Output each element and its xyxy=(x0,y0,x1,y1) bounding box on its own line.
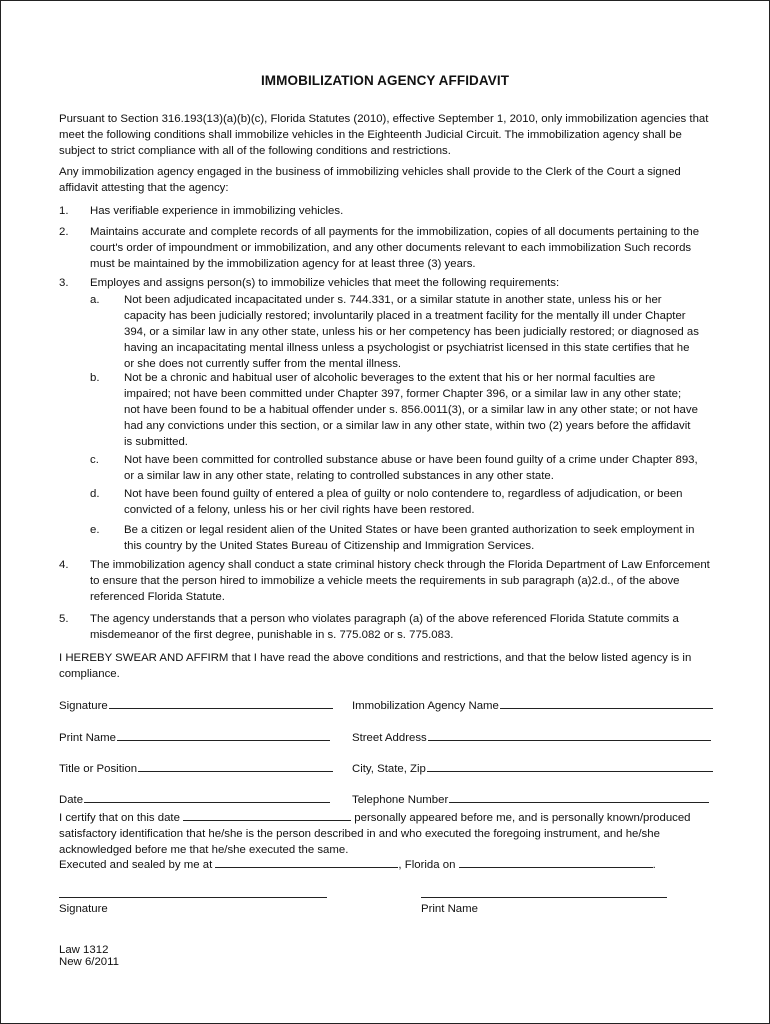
sub-text: Not be a chronic and habitual user of alcoholic beverages to the extent that his or her normal faculties are impaired; not have been committed under Chapter 397, former Chapter 396, or a similar law in any other state; not have been found to be a habitual offender under s. 856.0011(3), or a similar law in any other state; or not have had any convictions under this section, or a similar law in any other state, within two (2) years before the affidavit is submitted. xyxy=(124,372,698,448)
item-text: Has verifiable experience in immobilizing vehicles. xyxy=(90,205,344,217)
florida-on-label: , Florida on xyxy=(398,859,456,871)
title-position-label: Title or Position xyxy=(59,763,138,775)
date-field[interactable] xyxy=(59,788,330,806)
item-text: Maintains accurate and complete records of all payments for the immobilization, copies of all documents pertaining to the court's order of impoundment or immobilization, and any other documents relevant to each immobilization Such records must be maintained by the immobilization agency for at least three (3) years. xyxy=(90,226,700,270)
sub-text: Not have been found guilty of entered a plea of guilty or nolo contendere to, regardless of adjudication, or been convicted of a felony, unless his or her civil rights have been restored. xyxy=(124,488,683,516)
sub-letter: e. xyxy=(90,524,100,536)
agency-name-label: Immobilization Agency Name xyxy=(352,700,499,712)
certify-lead: I certify that on this date xyxy=(59,812,180,824)
sub-text: Be a citizen or legal resident alien of the United States or have been granted authorization to seek employment in this country by the United States Bureau of Citizenship and Immigration Services. xyxy=(124,524,695,552)
form-number: Law 1312 xyxy=(59,944,109,956)
notary-print-name-label: Print Name xyxy=(421,903,478,915)
title-position-field[interactable] xyxy=(59,757,333,775)
executed-label: Executed and sealed by me at xyxy=(59,859,213,871)
agency-name-line[interactable] xyxy=(500,708,713,709)
executed-date-blank[interactable] xyxy=(459,857,653,868)
signature-line[interactable] xyxy=(109,708,333,709)
executed-location-blank[interactable] xyxy=(215,857,398,868)
street-address-field[interactable] xyxy=(352,726,711,744)
item-text: Employes and assigns person(s) to immobilize vehicles that meet the following requirements: xyxy=(90,277,560,289)
street-address-label: Street Address xyxy=(352,732,427,744)
agency-name-field[interactable] xyxy=(352,694,713,712)
street-address-line[interactable] xyxy=(428,740,711,741)
item-number: 1. xyxy=(59,205,69,217)
notary-print-name-line[interactable] xyxy=(421,897,667,898)
print-name-line[interactable] xyxy=(117,740,330,741)
signature-label: Signature xyxy=(59,700,108,712)
executed-line xyxy=(59,857,719,873)
title-position-line[interactable] xyxy=(138,771,333,772)
sub-text: Not have been committed for controlled substance abuse or have been found guilty of a crime under Chapter 893, or a similar law in any other state, relating to controlled substances in any other state. xyxy=(124,454,698,482)
item-text: The agency understands that a person who violates paragraph (a) of the above referenced Florida Statute commits a misdemeanor of the first degree, punishable in s. 775.082 or s. 775.083. xyxy=(90,613,679,641)
sub-text: Not been adjudicated incapacitated under s. 744.331, or a similar statute in another state, unless his or her capacity has been judicially restored; involuntarily placed in a treatment facility for the mentally ill under Chapter 394, or a similar law in any other state, unless his or her competency has been judicially restored; or diagnosed as having an incapacitating mental illness unless a psychologist or psychiatrist licensed in this state certifies that he or she does not currently suffer from the mental illness. xyxy=(124,294,699,370)
print-name-label: Print Name xyxy=(59,732,116,744)
item-number: 4. xyxy=(59,559,69,571)
form-footer xyxy=(59,944,119,968)
sub-letter: b. xyxy=(90,372,100,384)
sub-letter: d. xyxy=(90,488,100,500)
executed-period: . xyxy=(652,859,656,871)
notary-certification xyxy=(59,810,719,858)
item-number: 3. xyxy=(59,277,69,289)
form-revision: New 6/2011 xyxy=(59,956,119,968)
attestation-paragraph: Any immobilization agency engaged in the business of immobilizing vehicles shall provide to the Clerk of the Court a signed affidavit attesting that the agency: xyxy=(59,166,681,194)
certify-date-blank[interactable] xyxy=(183,810,351,821)
print-name-field[interactable] xyxy=(59,726,330,744)
intro-paragraph: Pursuant to Section 316.193(13)(a)(b)(c), Florida Statutes (2010), effective September 1, 2010, only immobilization agencies that meet the following conditions shall immobilize vehicles in the Eighteenth Judicial Circuit. The immobilization agency shall be subject to strict compliance with all of the following conditions and restrictions. xyxy=(59,113,709,157)
city-state-zip-field[interactable] xyxy=(352,757,713,775)
sub-letter: a. xyxy=(90,294,100,306)
item-number: 5. xyxy=(59,613,69,625)
date-label: Date xyxy=(59,794,84,806)
notary-signature-label: Signature xyxy=(59,903,108,915)
telephone-label: Telephone Number xyxy=(352,794,449,806)
sub-letter: c. xyxy=(90,454,99,466)
notary-signature-line[interactable] xyxy=(59,897,327,898)
signature-field[interactable] xyxy=(59,694,333,712)
date-line[interactable] xyxy=(84,802,330,803)
telephone-line[interactable] xyxy=(449,802,709,803)
item-number: 2. xyxy=(59,226,69,238)
item-text: The immobilization agency shall conduct a state criminal history check through the Florida Department of Law Enforcement to ensure that the person hired to immobilize a vehicle meets the requirements in sub paragraph (a)2.d., of the above referenced Florida Statute. xyxy=(90,559,710,603)
city-state-zip-label: City, State, Zip xyxy=(352,763,426,775)
city-state-zip-line[interactable] xyxy=(427,771,713,772)
certify-rest: personally appeared before me, and is personally known/produced satisfactory identification that he/she is the person described in and who executed the foregoing instrument, and he/she acknowledged before me that he/she executed the same. xyxy=(59,812,691,856)
affirmation-paragraph: I HEREBY SWEAR AND AFFIRM that I have read the above conditions and restrictions, and that the below listed agency is in compliance. xyxy=(59,652,692,680)
telephone-field[interactable] xyxy=(352,788,709,806)
document-title: IMMOBILIZATION AGENCY AFFIDAVIT xyxy=(260,73,510,88)
